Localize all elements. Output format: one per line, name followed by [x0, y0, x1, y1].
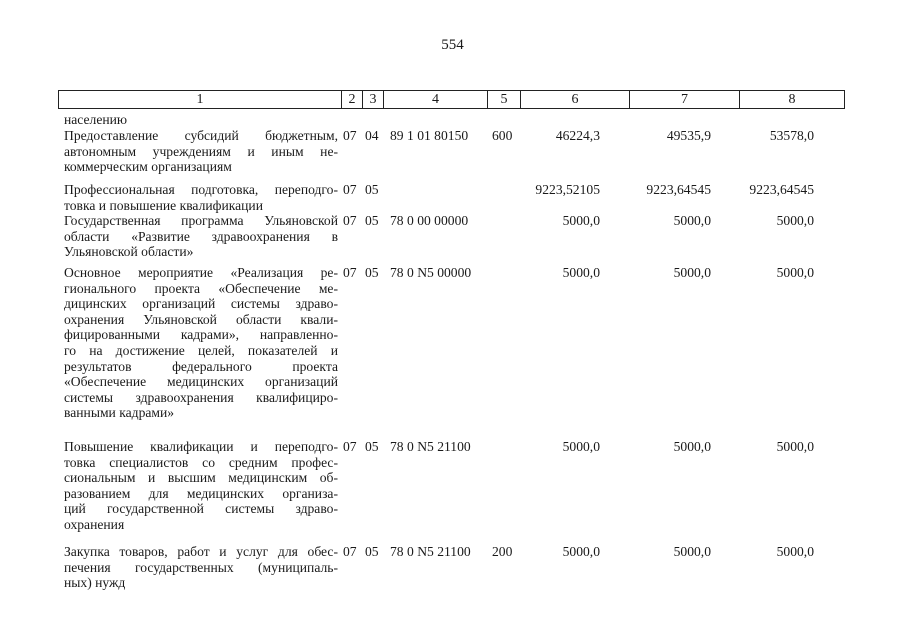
description-line: товка и повышение квалификации	[64, 197, 263, 213]
cell-c8: 5000,0	[776, 544, 814, 559]
description-line: Государственная программа Ульяновской	[64, 213, 338, 228]
cell-c2: 07	[343, 128, 357, 143]
cell-c7: 9223,64545	[646, 182, 711, 197]
header-col-3: 3	[363, 91, 384, 108]
description-line: Основное мероприятие «Реализация ре-	[64, 265, 338, 280]
cell-c4: 78 0 N5 00000	[390, 265, 472, 280]
cell-c6: 5000,0	[562, 439, 600, 454]
header-col-2: 2	[342, 91, 363, 108]
cell-c3: 05	[365, 265, 379, 280]
description-line: Предоставление субсидий бюджетным,	[64, 128, 338, 143]
description-line: Профессиональная подготовка, переподго-	[64, 182, 338, 197]
description-line: области «Развитие здравоохранения в	[64, 228, 338, 244]
cell-c4: 78 0 00 00000	[390, 213, 469, 228]
description-line: автономным учреждениям и иным не-	[64, 143, 338, 159]
row-description	[64, 439, 338, 533]
cell-c5: 200	[492, 544, 513, 559]
cell-c2: 07	[343, 544, 357, 559]
description-line: фицированными кадрами», направленно-	[64, 327, 338, 343]
description-line: коммерческим организациям	[64, 159, 232, 175]
cell-c7: 49535,9	[666, 128, 711, 143]
row-description	[64, 265, 338, 421]
cell-c6: 9223,52105	[535, 182, 600, 197]
cell-c2: 07	[343, 439, 357, 454]
description-line: охранения	[64, 516, 125, 532]
header-col-1: 1	[59, 91, 342, 108]
cell-c6: 5000,0	[562, 544, 600, 559]
cell-c2: 07	[343, 265, 357, 280]
description-line: ванными кадрами»	[64, 405, 175, 421]
cell-c6: 5000,0	[562, 213, 600, 228]
cell-c8: 5000,0	[776, 213, 814, 228]
table-header	[58, 90, 845, 109]
description-line: системы здравоохранения квалифициро-	[64, 389, 338, 405]
description-line: гионального проекта «Обеспечение ме-	[64, 280, 338, 296]
cell-c4: 78 0 N5 21100	[390, 439, 471, 454]
cell-c4: 89 1 01 80150	[390, 128, 469, 143]
cell-c3: 05	[365, 439, 379, 454]
cell-c8: 5000,0	[776, 265, 814, 280]
cell-c3: 05	[365, 544, 379, 559]
header-col-5: 5	[488, 91, 521, 108]
cell-c3: 04	[365, 128, 379, 143]
cell-c2: 07	[343, 213, 357, 228]
cell-c6: 5000,0	[562, 265, 600, 280]
header-col-4: 4	[384, 91, 488, 108]
cell-c8: 9223,64545	[749, 182, 814, 197]
description-line: разованием для медицинских организа-	[64, 485, 338, 501]
description-line: печения государственных (муниципаль-	[64, 559, 338, 575]
row-description	[64, 544, 338, 591]
cell-c4: 78 0 N5 21100	[390, 544, 471, 559]
cell-c3: 05	[365, 213, 379, 228]
description-line: сиональным и высшим медицинским об-	[64, 470, 338, 486]
description-line: результатов федерального проекта	[64, 358, 338, 374]
description-line: ных) нужд	[64, 575, 126, 591]
header-col-8: 8	[788, 92, 796, 107]
cell-c5: 600	[492, 128, 513, 143]
row-description	[64, 182, 338, 213]
description-line: Закупка товаров, работ и услуг для обес-	[64, 544, 338, 559]
cell-c7: 5000,0	[673, 265, 711, 280]
row-description	[64, 128, 338, 175]
description-line: охранения Ульяновской области квали-	[64, 311, 338, 327]
cell-c2: 07	[343, 182, 357, 197]
description-line: Ульяновской области»	[64, 244, 194, 260]
cell-c7: 5000,0	[673, 439, 711, 454]
description-line: го на достижение целей, показателей и	[64, 342, 338, 358]
description-line: ций государственной системы здраво-	[64, 501, 338, 517]
header-col-7: 7	[630, 91, 740, 108]
description-line: «Обеспечение медицинских организаций	[64, 374, 338, 390]
description-line: товка специалистов со средним профес-	[64, 454, 338, 470]
cell-c8: 53578,0	[769, 128, 814, 143]
header-col-6: 6	[521, 91, 630, 108]
row-description	[64, 213, 338, 260]
row-description	[64, 112, 338, 128]
cell-c7: 5000,0	[673, 213, 711, 228]
page-number: 554	[441, 37, 464, 53]
cell-c7: 5000,0	[673, 544, 711, 559]
cell-c8: 5000,0	[776, 439, 814, 454]
cell-c6: 46224,3	[555, 128, 600, 143]
description-line: Повышение квалификации и переподго-	[64, 439, 338, 454]
description-line: дицинских организаций системы здраво-	[64, 296, 338, 312]
cell-c3: 05	[365, 182, 379, 197]
description-line: населению	[64, 112, 128, 127]
